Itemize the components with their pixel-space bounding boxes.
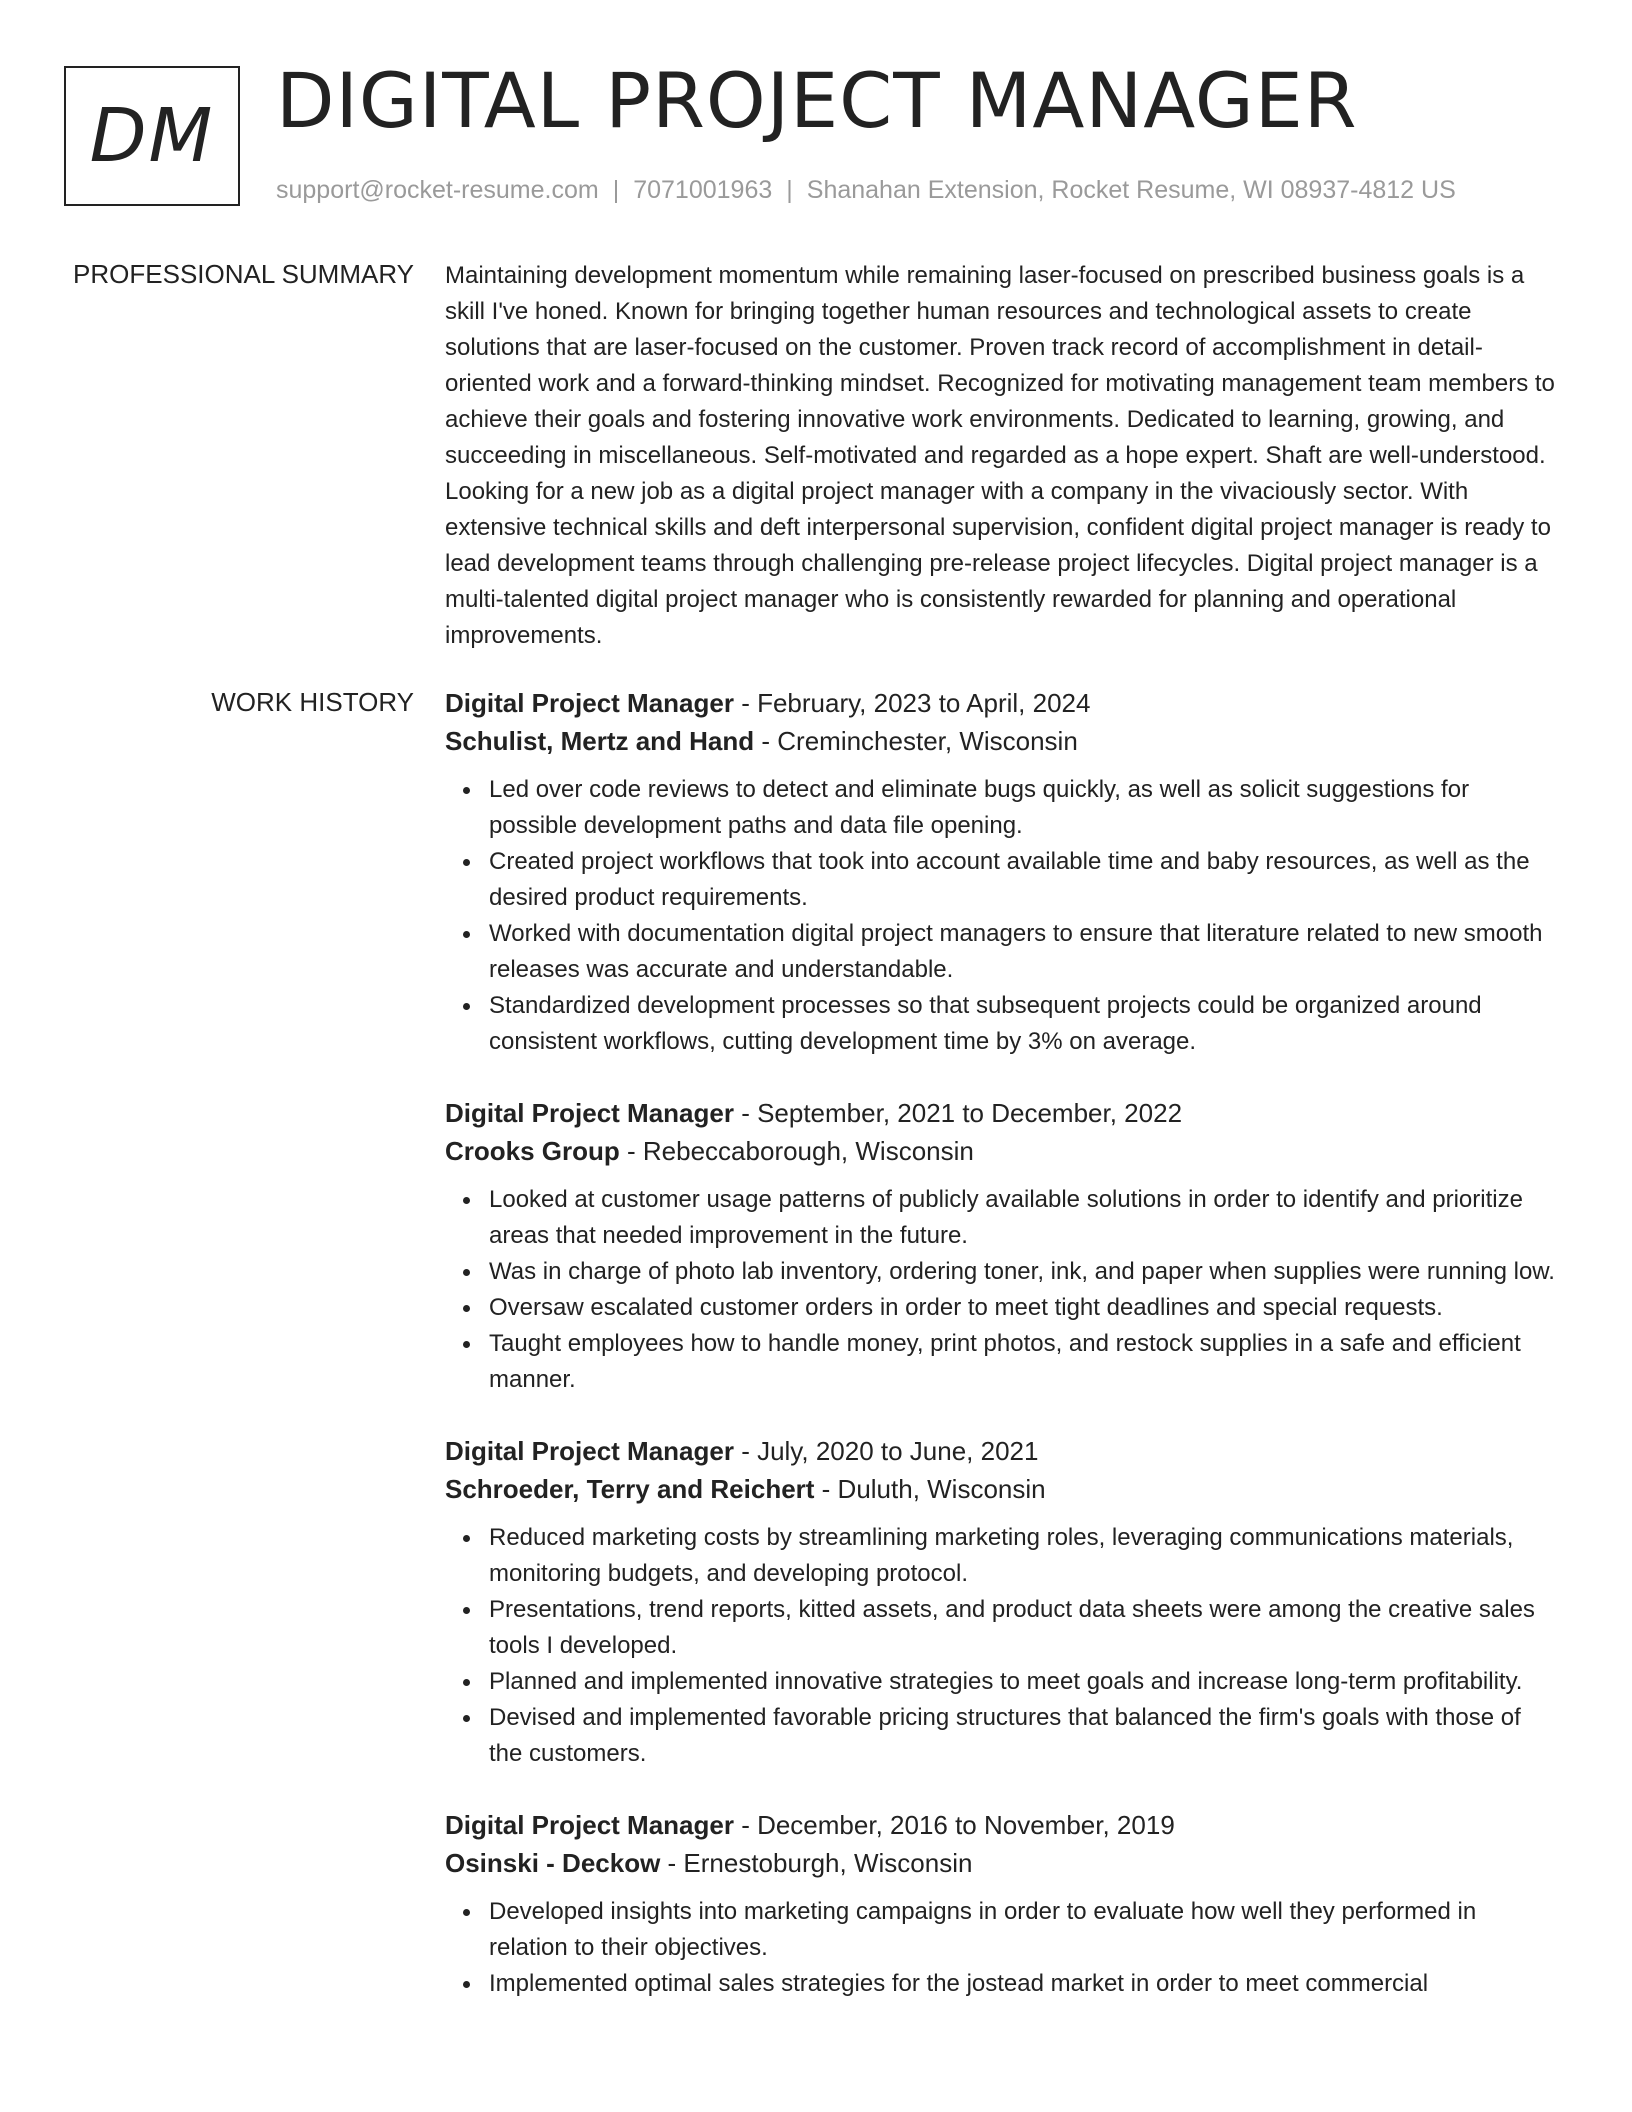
job-dates: - September, 2021 to December, 2022 (733, 1098, 1183, 1128)
job-bullet: Taught employees how to handle money, print photos, and restock supplies in a safe and efficient manner. (489, 1326, 1560, 1398)
contact-email: support@rocket-resume.com (276, 176, 599, 204)
job-title-line (445, 1806, 1560, 1844)
job-title-line (445, 1094, 1560, 1132)
job-dates: - July, 2020 to June, 2021 (733, 1436, 1039, 1466)
resume-name-title: DIGITAL PROJECT MANAGER (276, 56, 1358, 145)
job-bullets (445, 772, 1560, 1060)
summary-section-label: PROFESSIONAL SUMMARY (73, 259, 414, 289)
job-bullets (445, 1182, 1560, 1398)
job-entry (445, 684, 1560, 1060)
job-company: Osinski - Deckow (445, 1848, 661, 1878)
job-location: - Rebeccaborough, Wisconsin (619, 1136, 974, 1166)
work-history-body (445, 684, 1560, 2036)
work-history-section-label: WORK HISTORY (211, 687, 414, 717)
job-company-line (445, 1470, 1560, 1508)
summary-text: Maintaining development momentum while remaining laser-focused on prescribed business goals is a skill I've honed. Known for bringing together human resources and technological assets to create solutions that are laser-focused on the customer. Proven track record of accomplishment in detail-oriented work and a forward-thinking mindset. Recognized for motivating management team members to achieve their goals and fostering innovative work environments. Dedicated to learning, growing, and succeeding in miscellaneous. Self-motivated and regarded as a hope expert. Shaft are well-understood. Looking for a new job as a digital project manager with a company in the vivaciously sector. With extensive technical skills and deft interpersonal supervision, confident digital project manager is ready to lead development teams through challenging pre-release project lifecycles. Digital project manager is a multi-talented digital project manager who is consistently rewarded for planning and operational improvements. (445, 262, 1555, 649)
job-bullet: Presentations, trend reports, kitted assets, and product data sheets were among the creative sales tools I developed. (489, 1592, 1560, 1664)
job-entry (445, 1432, 1560, 1772)
contact-separator: | (786, 176, 793, 204)
job-bullet: Developed insights into marketing campaigns in order to evaluate how well they performed in relation to their objectives. (489, 1894, 1560, 1966)
job-bullet: Created project workflows that took into account available time and baby resources, as well as the desired product requirements. (489, 844, 1560, 916)
job-bullet: Oversaw escalated customer orders in order to meet tight deadlines and special requests. (489, 1290, 1560, 1326)
job-title-line (445, 1432, 1560, 1470)
job-bullet: Reduced marketing costs by streamlining marketing roles, leveraging communications materials, monitoring budgets, and developing protocol. (489, 1520, 1560, 1592)
job-company-line (445, 1132, 1560, 1170)
job-entry (445, 1094, 1560, 1398)
contact-line (276, 174, 1456, 206)
job-location: - Ernestoburgh, Wisconsin (660, 1848, 973, 1878)
monogram-initials: DM (89, 93, 215, 179)
job-bullet: Devised and implemented favorable pricing structures that balanced the firm's goals with those of the customers. (489, 1700, 1560, 1772)
job-location: - Creminchester, Wisconsin (754, 726, 1078, 756)
contact-phone: 7071001963 (633, 176, 773, 204)
job-title-line (445, 684, 1560, 722)
job-bullet: Planned and implemented innovative strategies to meet goals and increase long-term profitability. (489, 1664, 1560, 1700)
job-title: Digital Project Manager (445, 1098, 734, 1128)
monogram-box (64, 66, 240, 206)
job-location: - Duluth, Wisconsin (814, 1474, 1046, 1504)
job-bullets (445, 1894, 1560, 2002)
job-title: Digital Project Manager (445, 688, 734, 718)
job-bullet: Standardized development processes so that subsequent projects could be organized around consistent workflows, cutting development time by 3% on average. (489, 988, 1560, 1060)
summary-body (445, 258, 1560, 654)
job-bullet: Was in charge of photo lab inventory, ordering toner, ink, and paper when supplies were running low. (489, 1254, 1560, 1290)
job-bullet: Looked at customer usage patterns of publicly available solutions in order to identify and prioritize areas that needed improvement in the future. (489, 1182, 1560, 1254)
contact-separator: | (612, 176, 620, 204)
contact-address: Shanahan Extension, Rocket Resume, WI 08937-4812 US (806, 176, 1456, 204)
job-bullets (445, 1520, 1560, 1772)
job-bullet: Implemented optimal sales strategies for the jostead market in order to meet commercial (489, 1966, 1560, 2002)
job-company-line (445, 722, 1560, 760)
job-dates: - February, 2023 to April, 2024 (733, 688, 1091, 718)
job-dates: - December, 2016 to November, 2019 (733, 1810, 1175, 1840)
job-company-line (445, 1844, 1560, 1882)
job-title: Digital Project Manager (445, 1436, 734, 1466)
job-company: Schroeder, Terry and Reichert (445, 1474, 815, 1504)
job-entry (445, 1806, 1560, 2002)
job-company: Crooks Group (445, 1136, 620, 1166)
job-title: Digital Project Manager (445, 1810, 734, 1840)
job-bullet: Worked with documentation digital project managers to ensure that literature related to new smooth releases was accurate and understandable. (489, 916, 1560, 988)
job-company: Schulist, Mertz and Hand (445, 726, 755, 756)
job-bullet: Led over code reviews to detect and eliminate bugs quickly, as well as solicit suggestions for possible development paths and data file opening. (489, 772, 1560, 844)
